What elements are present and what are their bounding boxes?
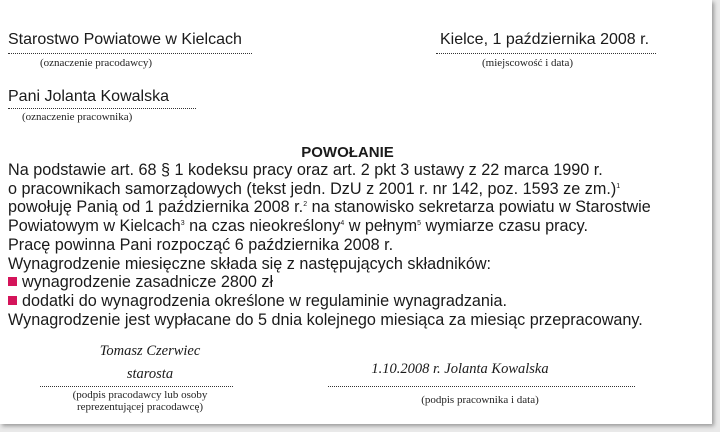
employer-name: Starostwo Powiatowe w Kielcach — [8, 31, 242, 48]
body-line: Pracę powinna Pani rozpocząć 6 października 2008 r. — [8, 235, 394, 254]
body-line: Wynagrodzenie jest wypłacane do 5 dnia kolejnego miesiąca za miesiąc przepracowany. — [8, 310, 643, 329]
employee-dotted-line — [8, 108, 196, 109]
body-line: Na podstawie art. 68 § 1 kodeksu pracy oraz art. 2 pkt 3 ustawy z 22 marca 1990 r. — [8, 161, 603, 179]
bullet-item: wynagrodzenie zasadnicze 2800 zł — [8, 273, 651, 292]
body-line: Wynagrodzenie miesięczne składa się z następujących składników: — [8, 254, 492, 273]
bullet-square-icon — [8, 296, 17, 305]
place-date-dotted-line — [436, 53, 656, 54]
employer-signature-name: Tomasz Czerwiec — [99, 343, 201, 359]
place-date-label: (miejscowość i data) — [482, 57, 574, 69]
employer-label: (oznaczenie pracodawcy) — [40, 57, 153, 69]
body-line: o pracownikach samorządowych (tekst jedn. DzU z 2001 r. nr 142, poz. 1593 ze zm.)$^1$ — [8, 179, 621, 198]
employer-signature-label: (podpis pracodawcy lub osoby reprezentującej pracodawcę) — [72, 389, 208, 413]
body-line: powołuję Panią od 1 października 2008 r.$^2$ na stanowisko sekretarza powiatu w Starostwie — [8, 198, 651, 217]
employee-label: (oznaczenie pracownika) — [22, 111, 133, 123]
bullet-square-icon — [8, 277, 17, 286]
document-title: POWOŁANIE — [301, 144, 394, 161]
document-body — [8, 161, 651, 329]
body-line: Powiatowym w Kielcach$^3$ na czas nieokreślony$^4$ w pełnym$^5$ wymiarze czasu pracy. — [8, 217, 589, 236]
bullet-item: dodatki do wynagrodzenia określone w regulaminie wynagradzania. — [8, 292, 651, 311]
employer-signature-line — [40, 386, 233, 387]
employee-signature-line — [328, 386, 635, 387]
place-date: Kielce, 1 października 2008 r. — [440, 31, 650, 48]
employer-dotted-line — [8, 53, 252, 54]
employee-name: Pani Jolanta Kowalska — [8, 88, 169, 105]
employer-signature-role: starosta — [126, 366, 174, 382]
employee-signature-label: (podpis pracownika i data) — [421, 394, 539, 406]
employee-signature: 1.10.2008 r. Jolanta Kowalska — [371, 361, 549, 377]
